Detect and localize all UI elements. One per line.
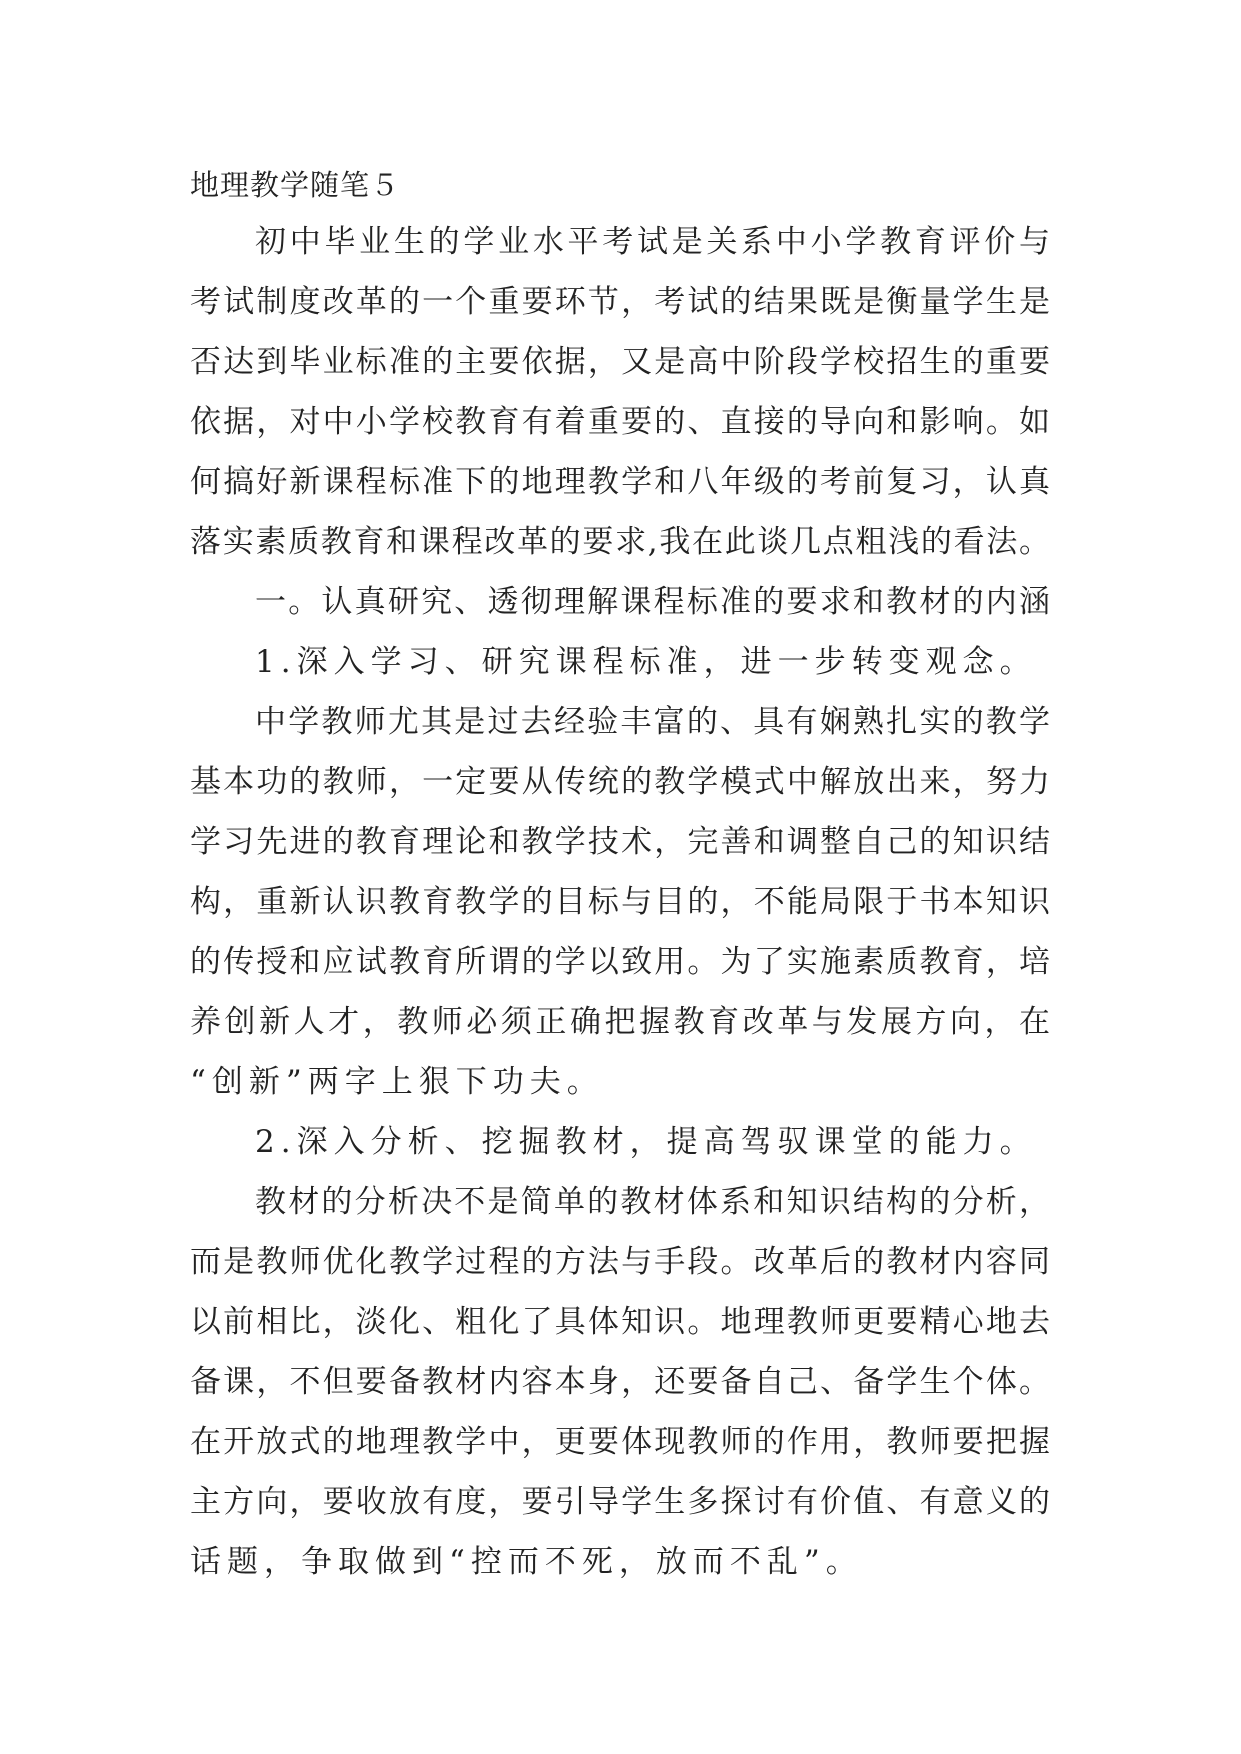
paragraph-line: “创新”两字上狠下功夫。	[190, 1064, 604, 1100]
paragraph-line: 否达到毕业标准的主要依据，又是高中阶段学校招生的重要	[190, 344, 1050, 380]
section-heading: 一。认真研究、透彻理解课程标准的要求和教材的内涵	[255, 584, 1050, 620]
paragraph-line: 教材的分析决不是简单的教材体系和知识结构的分析，	[255, 1184, 1050, 1220]
paragraph-line: 的传授和应试教育所谓的学以致用。为了实施素质教育，培	[190, 944, 1050, 980]
paragraph-line: 而是教师优化教学过程的方法与手段。改革后的教材内容同	[190, 1244, 1050, 1280]
subsection-heading: 2.深入分析、挖掘教材，提高驾驭课堂的能力。	[255, 1124, 1037, 1160]
paragraph-line: 在开放式的地理教学中，更要体现教师的作用，教师要把握	[190, 1424, 1050, 1460]
paragraph-line: 基本功的教师，一定要从传统的教学模式中解放出来，努力	[190, 764, 1050, 800]
paragraph-line: 话题，争取做到“控而不死，放而不乱”。	[190, 1544, 863, 1580]
paragraph-line: 考试制度改革的一个重要环节，考试的结果既是衡量学生是	[190, 284, 1050, 320]
paragraph-line: 主方向，要收放有度，要引导学生多探讨有价值、有意义的	[190, 1484, 1050, 1520]
paragraph-line: 初中毕业生的学业水平考试是关系中小学教育评价与	[255, 224, 1050, 260]
paragraph-line: 备课，不但要备教材内容本身，还要备自己、备学生个体。	[190, 1364, 1050, 1400]
paragraph-line: 以前相比，淡化、粗化了具体知识。地理教师更要精心地去	[190, 1304, 1050, 1340]
subsection-heading: 1.深入学习、研究课程标准，进一步转变观念。	[255, 644, 1037, 680]
paragraph-line: 落实素质教育和课程改革的要求,我在此谈几点粗浅的看法。	[190, 524, 1050, 560]
paragraph-line: 何搞好新课程标准下的地理教学和八年级的考前复习，认真	[190, 464, 1050, 500]
paragraph-line: 学习先进的教育理论和教学技术，完善和调整自己的知识结	[190, 824, 1050, 860]
paragraph-line: 依据，对中小学校教育有着重要的、直接的导向和影响。如	[190, 404, 1050, 440]
paragraph-line: 中学教师尤其是过去经验丰富的、具有娴熟扎实的教学	[255, 704, 1050, 740]
paragraph-line: 构，重新认识教育教学的目标与目的，不能局限于书本知识	[190, 884, 1050, 920]
document-title: 地理教学随笔５	[190, 168, 401, 202]
paragraph-line: 养创新人才，教师必须正确把握教育改革与发展方向，在	[190, 1004, 1050, 1040]
